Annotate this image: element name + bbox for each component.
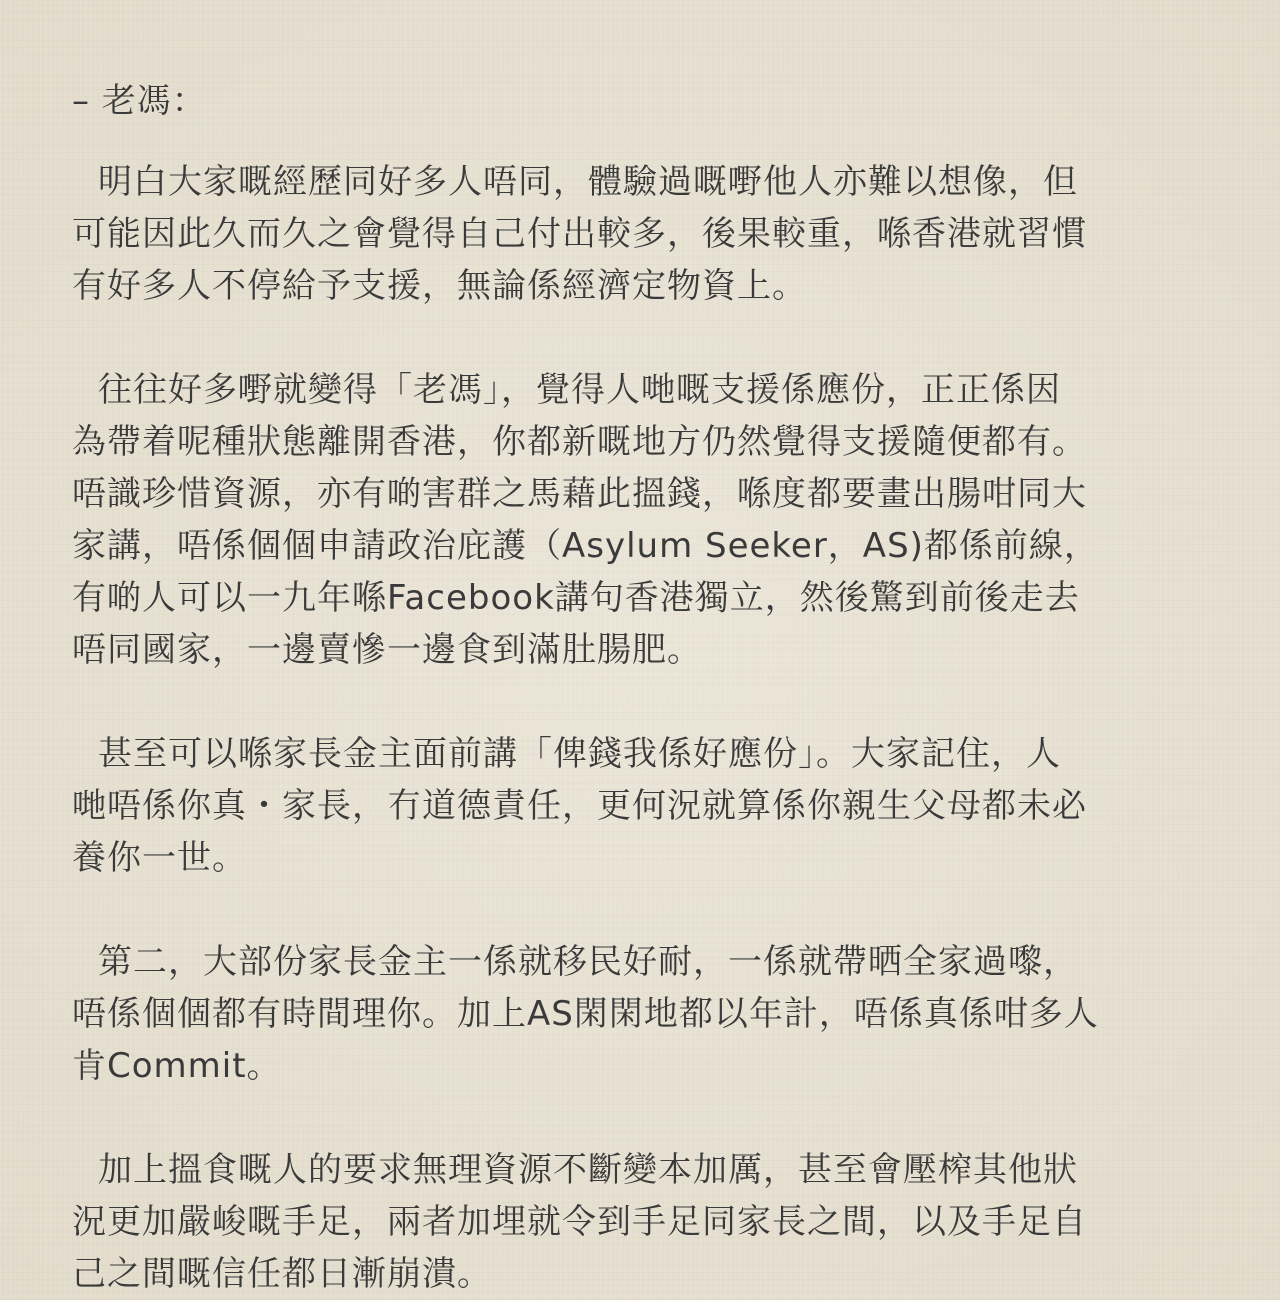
paragraph-1 (72, 156, 1210, 312)
paragraph-line: 有好多人不停給予支援，無論係經濟定物資上。 (72, 266, 807, 306)
paragraph-line: 況更加嚴峻嘅手足，兩者加埋就令到手足同家長之間，以及手足自 (72, 1202, 1087, 1242)
paragraph-3 (72, 728, 1210, 884)
paragraph-line: 唔識珍惜資源，亦有啲害群之馬藉此搵錢，喺度都要畫出腸咁同大 (72, 474, 1087, 514)
paragraph-line: 養你一世。 (72, 838, 247, 878)
paragraph-line: 己之間嘅信任都日漸崩潰。 (72, 1254, 492, 1294)
paragraph-line: 家講，唔係個個申請政治庇護（Asylum Seeker，AS)都係前線， (72, 526, 1099, 566)
paragraph-line: 第二，大部份家長金主一係就移民好耐，一係就帶晒全家過嚟， (98, 942, 1078, 982)
paragraph-line: 甚至可以喺家長金主面前講「俾錢我係好應份」。大家記住，人 (98, 734, 1061, 774)
paragraph-line: 哋唔係你真・家長，冇道德責任，更何況就算係你親生父母都未必 (72, 786, 1087, 826)
paragraph-line: 唔係個個都有時間理你。加上AS閑閑地都以年計，唔係真係咁多人 (72, 994, 1099, 1034)
paragraph-line: 為帶着呢種狀態離開香港，你都新嘅地方仍然覺得支援隨便都有。 (72, 422, 1087, 462)
document-title: – 老馮： (72, 81, 207, 121)
paragraph-line: 有啲人可以一九年喺Facebook講句香港獨立，然後驚到前後走去 (72, 578, 1080, 618)
paragraph-line: 往往好多嘢就變得「老馮」，覺得人哋嘅支援係應份，正正係因 (98, 370, 1061, 410)
paragraph-2 (72, 364, 1210, 676)
paragraph-line: 唔同國家，一邊賣慘一邊食到滿肚腸肥。 (72, 630, 702, 670)
paragraph-line: 明白大家嘅經歷同好多人唔同，體驗過嘅嘢他人亦難以想像，但 (98, 162, 1078, 202)
paragraph-5 (72, 1144, 1210, 1300)
paragraph-line: 可能因此久而久之會覺得自己付出較多，後果較重，喺香港就習慣 (72, 214, 1087, 254)
paragraph-line: 肯Commit。 (72, 1046, 282, 1086)
paragraph-line: 加上搵食嘅人的要求無理資源不斷變本加厲，甚至會壓榨其他狀 (98, 1150, 1078, 1190)
paragraph-4 (72, 936, 1210, 1092)
